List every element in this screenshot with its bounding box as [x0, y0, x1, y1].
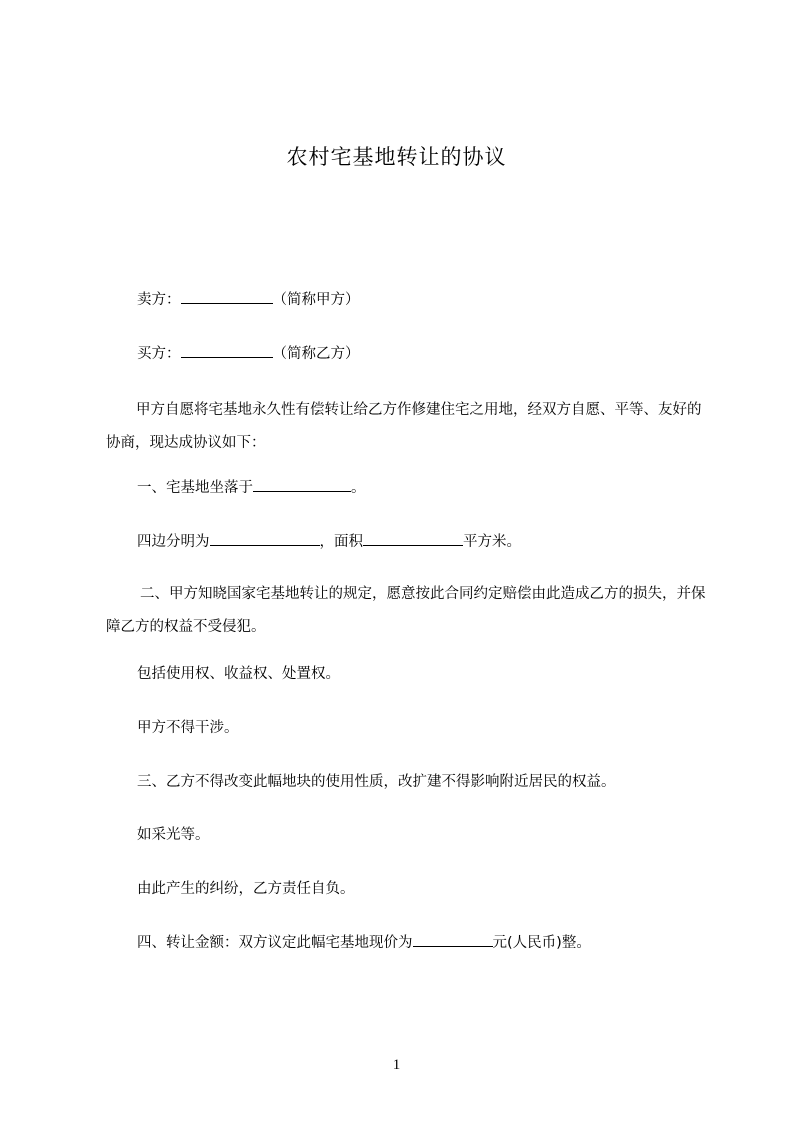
location-blank	[253, 477, 351, 492]
price-blank	[413, 932, 493, 947]
clause-1-suffix: 。	[351, 480, 366, 496]
boundary-prefix: 四边分明为	[137, 534, 210, 550]
clause-4-suffix: 元(人民币)整。	[492, 935, 591, 951]
disputes-line: 由此产生的纠纷，乙方责任自负。	[137, 881, 355, 897]
boundary-blank	[210, 531, 320, 546]
clause-4-prefix: 四、转让金额：双方议定此幅宅基地现价为	[137, 935, 413, 951]
no-interference-line: 甲方不得干涉。	[137, 720, 239, 736]
page-number: 1	[392, 1057, 401, 1073]
boundary-middle: ，面积	[319, 534, 363, 550]
seller-line	[137, 288, 360, 312]
document-title: 农村宅基地转让的协议	[286, 145, 507, 169]
seller-name-blank	[181, 289, 273, 304]
intro-paragraph: 甲方自愿将宅基地永久性有偿转让给乙方作修建住宅之用地，经双方自愿、平等、友好的协商，现达成协议如下：	[106, 402, 702, 451]
buyer-label: 买方：	[137, 346, 181, 362]
buyer-line	[137, 342, 360, 366]
area-blank	[363, 531, 463, 546]
lighting-line: 如采光等。	[137, 827, 210, 843]
seller-suffix: （简称甲方）	[272, 292, 360, 308]
clause-1-prefix: 一、宅基地坐落于	[137, 480, 253, 496]
rights-line: 包括使用权、收益权、处置权。	[137, 666, 340, 682]
boundary-suffix: 平方米。	[463, 534, 521, 550]
clause-3-line: 三、乙方不得改变此幅地块的使用性质，改扩建不得影响附近居民的权益。	[137, 774, 616, 790]
seller-label: 卖方：	[137, 292, 181, 308]
clause-1-location	[137, 476, 366, 500]
boundary-area-line	[137, 530, 521, 554]
clause-4-price-line	[137, 931, 591, 955]
buyer-name-blank	[181, 343, 273, 358]
clause-2-paragraph: 二、甲方知晓国家宅基地转让的规定，愿意按此合同约定赔偿由此造成乙方的损失，并保障乙方的权益不受侵犯。	[106, 586, 706, 635]
buyer-suffix: （简称乙方）	[272, 346, 360, 362]
